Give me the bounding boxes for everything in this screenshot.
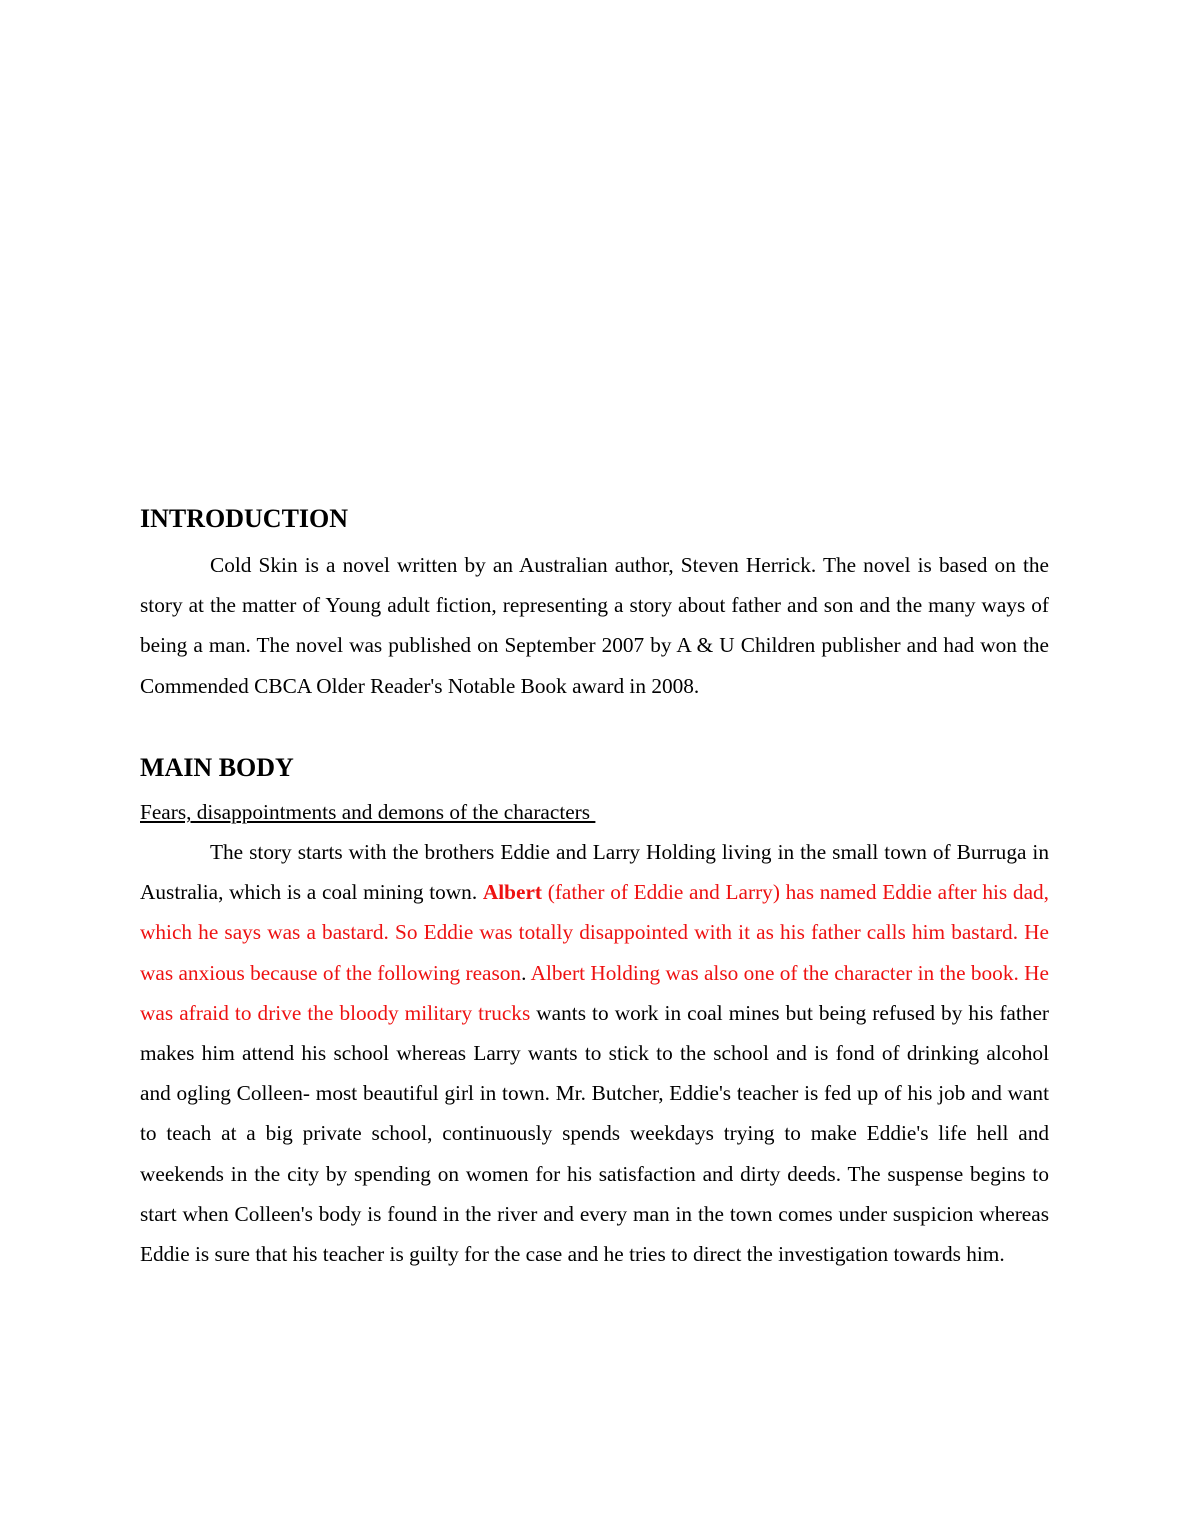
highlighted-text-run: Albert Holding was also one of the character in the book. He was afraid to drive the bloody military trucks [140, 960, 1049, 1025]
highlighted-text-run: (father of Eddie and Larry) has named Eddie after his dad, which he says was a bastard. So Eddie was totally disappointed with it as his father calls him bastard. He was anxious because of the following reason [140, 880, 1049, 985]
main-body-paragraph [140, 832, 1049, 1274]
text-run: wants to work in coal mines but being refused by his father makes him attend his school whereas Larry wants to stick to the school and is fond of drinking alcohol and ogling Colleen- most beautiful girl in town. Mr. Butcher, Eddie's teacher is fed up of his job and want to teach at a big private school, continuously spends weekdays trying to make Eddie's life hell and weekends in the city by spending on women for his satisfaction and dirty deeds. The suspense begins to start when Colleen's body is found in the river and every man in the town comes under suspicion whereas Eddie is sure that his teacher is guilty for the case and he tries to direct the investigation towards him. [140, 1000, 1049, 1267]
section-heading-main-body: MAIN BODY [140, 753, 294, 782]
text-run: The story starts with the brothers Eddie and Larry Holding living in the small town of Burruga in Australia, which is a coal mining town. [140, 840, 1049, 905]
text-run: . [521, 960, 531, 985]
section-heading-introduction: INTRODUCTION [140, 504, 349, 533]
subheading-fears-disappointments: Fears, disappointments and demons of the characters [140, 800, 596, 824]
introduction-paragraph: Cold Skin is a novel written by an Australian author, Steven Herrick. The novel is based on the story at the matter of Young adult fiction, representing a story about father and son and the many ways of being a man. The novel was published on September 2007 by A & U Children publisher and had won the Commended CBCA Older Reader's Notable Book award in 2008. [140, 553, 1049, 698]
highlighted-name-albert: Albert [482, 880, 543, 905]
